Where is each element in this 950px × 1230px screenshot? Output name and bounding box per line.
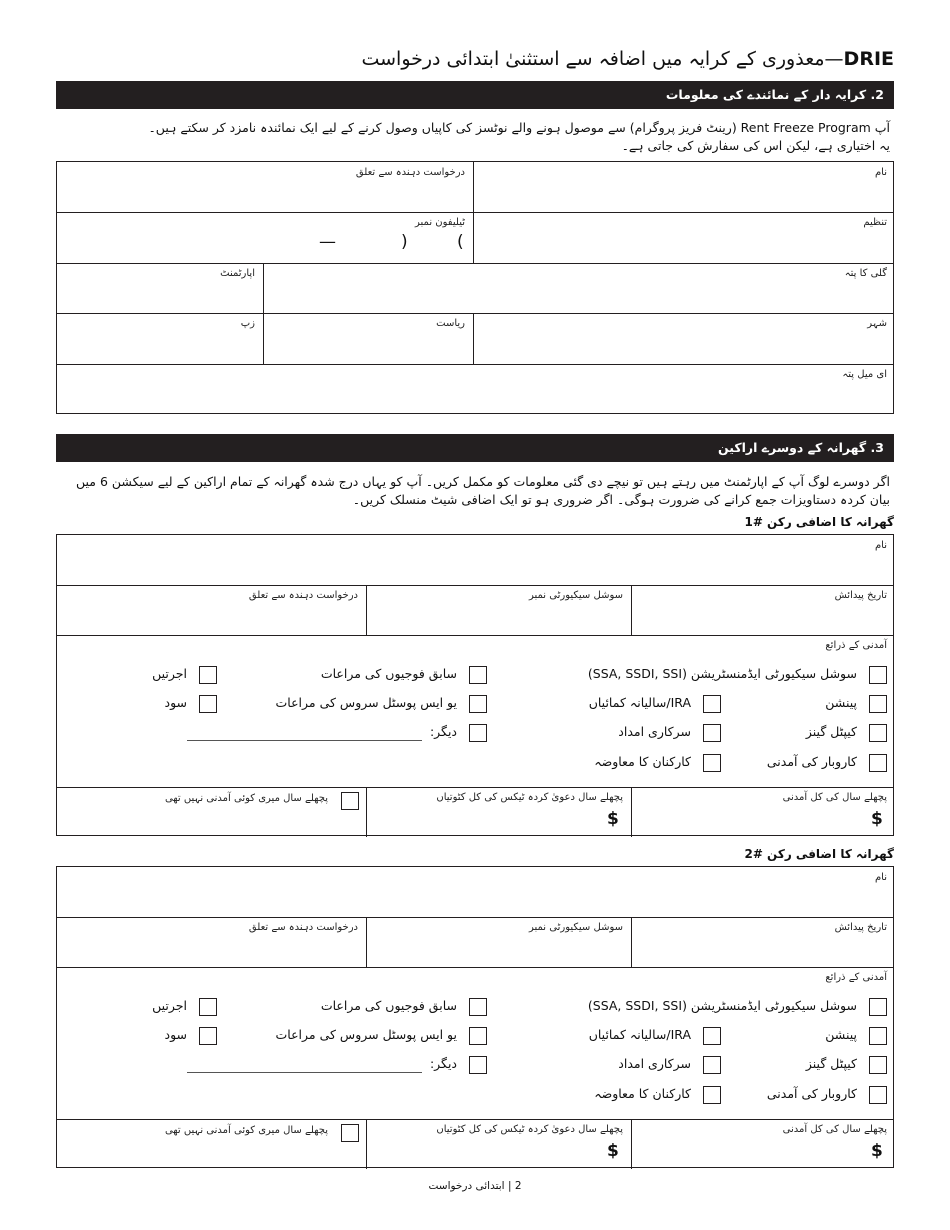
section-2-intro-line1: آپ Rent Freeze Program (رینٹ فریز پروگرام) سے موصول ہونے والے نوٹسز کی کاپیاں وصول کرنے کے لیے ایک نمائندہ نامزد کر سکتے ہیں۔ — [148, 120, 890, 135]
checkbox-public-assistance[interactable] — [703, 1056, 721, 1074]
other-income-input[interactable] — [187, 740, 422, 741]
checkbox-capital-gains[interactable] — [869, 1056, 887, 1074]
checkbox-wages[interactable] — [199, 666, 217, 684]
total-deductions-field[interactable]: پچھلے سال دعویٰ کردہ ٹیکس کی کل کٹوتیاں — [436, 1124, 623, 1135]
option-usps-label: یو ایس پوسٹل سروس کی مراعات — [275, 1027, 457, 1042]
option-other-label: دیگر: — [429, 724, 457, 739]
checkbox-no-income[interactable] — [341, 1124, 359, 1142]
divider — [57, 212, 893, 213]
checkbox-capital-gains[interactable] — [869, 724, 887, 742]
member-1-heading: گھرانہ کا اضافی رکن #1 — [744, 515, 894, 529]
option-workers-comp-label: کارکنان کا معاوضہ — [594, 754, 691, 769]
divider — [263, 263, 264, 364]
divider — [473, 162, 474, 263]
option-pension-label: پینشن — [825, 695, 857, 710]
checkbox-ira[interactable] — [703, 695, 721, 713]
checkbox-wages[interactable] — [199, 998, 217, 1016]
checkbox-no-income[interactable] — [341, 792, 359, 810]
section-3-intro-line1: اگر دوسرے لوگ آپ کے اپارٹمنٹ میں رہتے ہیں تو نیچے دی گئی معلومات کو مکمل کریں۔ آپ کو یہاں درج شدہ گھرانہ کے تمام اراکین کے لیے سیکشن 6 میں — [76, 474, 890, 489]
total-income-currency: $ — [871, 809, 883, 829]
section-2-heading: 2. کرایہ دار کے نمائندے کی معلومات — [56, 81, 894, 109]
member-relationship-field[interactable]: درخواست دہندہ سے تعلق — [248, 922, 358, 933]
phone-dash: — — [319, 232, 336, 252]
rep-phone-field[interactable]: ٹیلیفون نمبر — [415, 217, 465, 228]
option-public-assistance-label: سرکاری امداد — [618, 724, 691, 739]
member-ssn-field[interactable]: سوشل سیکیورٹی نمبر — [528, 922, 623, 933]
rep-apartment-field[interactable]: اپارٹمنٹ — [220, 268, 255, 279]
total-income-currency: $ — [871, 1141, 883, 1161]
option-ssa-label: سوشل سیکیورٹی ایڈمنسٹریشن (SSA, SSDI, SSI) — [587, 666, 857, 681]
representative-info-form — [56, 161, 894, 414]
divider — [631, 585, 632, 635]
divider — [631, 787, 632, 837]
total-deductions-currency: $ — [607, 809, 619, 829]
rep-name-field[interactable]: نام — [874, 167, 887, 178]
option-workers-comp-label: کارکنان کا معاوضہ — [594, 1086, 691, 1101]
member-dob-field[interactable]: تاریخ پیدائش — [834, 590, 887, 601]
checkbox-interest[interactable] — [199, 1027, 217, 1045]
income-sources-label: آمدنی کے ذرائع — [825, 640, 887, 651]
member-name-field[interactable]: نام — [874, 872, 887, 883]
checkbox-workers-comp[interactable] — [703, 1086, 721, 1104]
checkbox-veterans[interactable] — [469, 998, 487, 1016]
member-2-form — [56, 866, 894, 1168]
rep-organization-field[interactable]: تنظیم — [863, 217, 887, 228]
option-veterans-label: سابق فوجیوں کی مراعات — [320, 666, 457, 681]
checkbox-ssa[interactable] — [869, 998, 887, 1016]
divider — [57, 585, 893, 586]
rep-state-field[interactable]: ریاست — [436, 318, 465, 329]
divider — [366, 787, 367, 837]
option-other-label: دیگر: — [429, 1056, 457, 1071]
member-dob-field[interactable]: تاریخ پیدائش — [834, 922, 887, 933]
divider — [366, 1119, 367, 1169]
option-business-income-label: کاروبار کی آمدنی — [766, 754, 857, 769]
other-income-input[interactable] — [187, 1072, 422, 1073]
rep-email-field[interactable]: ای میل پتہ — [842, 369, 887, 380]
rep-relationship-field[interactable]: درخواست دہندہ سے تعلق — [355, 167, 465, 178]
divider — [473, 313, 474, 364]
rep-street-field[interactable]: گلی کا پتہ — [844, 268, 887, 279]
page-title: DRIE—معذوری کے کرایہ میں اضافہ سے استثنیٰ ابتدائی درخواست — [361, 48, 894, 70]
page-footer: 2 | ابتدائی درخواست — [428, 1180, 522, 1192]
checkbox-public-assistance[interactable] — [703, 724, 721, 742]
option-wages-label: اجرتیں — [152, 666, 187, 681]
checkbox-usps[interactable] — [469, 1027, 487, 1045]
checkbox-pension[interactable] — [869, 1027, 887, 1045]
total-income-field[interactable]: پچھلے سال کی کل آمدنی — [782, 792, 887, 803]
divider — [57, 635, 893, 636]
checkbox-interest[interactable] — [199, 695, 217, 713]
checkbox-workers-comp[interactable] — [703, 754, 721, 772]
total-deductions-field[interactable]: پچھلے سال دعویٰ کردہ ٹیکس کی کل کٹوتیاں — [436, 792, 623, 803]
checkbox-business-income[interactable] — [869, 754, 887, 772]
member-relationship-field[interactable]: درخواست دہندہ سے تعلق — [248, 590, 358, 601]
divider — [631, 1119, 632, 1169]
rep-city-field[interactable]: شہر — [867, 318, 887, 329]
option-capital-gains-label: کیپٹل گینز — [805, 1056, 857, 1071]
checkbox-veterans[interactable] — [469, 666, 487, 684]
option-capital-gains-label: کیپٹل گینز — [805, 724, 857, 739]
income-sources-label: آمدنی کے ذرائع — [825, 972, 887, 983]
option-ssa-label: سوشل سیکیورٹی ایڈمنسٹریشن (SSA, SSDI, SSI) — [587, 998, 857, 1013]
section-3-heading: 3. گھرانہ کے دوسرے اراکین — [56, 434, 894, 462]
no-income-label: پچھلے سال میری کوئی آمدنی نہیں تھی — [164, 1125, 328, 1136]
phone-paren-open: ( — [457, 232, 464, 252]
total-income-field[interactable]: پچھلے سال کی کل آمدنی — [782, 1124, 887, 1135]
divider — [366, 917, 367, 967]
divider — [57, 313, 893, 314]
divider — [57, 787, 893, 788]
member-ssn-field[interactable]: سوشل سیکیورٹی نمبر — [528, 590, 623, 601]
divider — [366, 585, 367, 635]
option-usps-label: یو ایس پوسٹل سروس کی مراعات — [275, 695, 457, 710]
option-ira-label: IRA/سالیانہ کمائیاں — [588, 1027, 691, 1042]
option-interest-label: سود — [164, 1027, 187, 1042]
checkbox-ira[interactable] — [703, 1027, 721, 1045]
option-ira-label: IRA/سالیانہ کمائیاں — [588, 695, 691, 710]
member-2-heading: گھرانہ کا اضافی رکن #2 — [744, 847, 894, 861]
divider — [57, 1119, 893, 1120]
option-interest-label: سود — [164, 695, 187, 710]
checkbox-ssa[interactable] — [869, 666, 887, 684]
section-3-intro-line2: بیان کردہ دستاویزات جمع کرانے کی ضرورت ہوگی۔ اگر ضروری ہو تو ایک اضافی شیٹ منسلک کریں۔ — [352, 492, 890, 507]
checkbox-other[interactable] — [469, 724, 487, 742]
divider — [57, 967, 893, 968]
option-public-assistance-label: سرکاری امداد — [618, 1056, 691, 1071]
total-deductions-currency: $ — [607, 1141, 619, 1161]
divider — [57, 263, 893, 264]
option-wages-label: اجرتیں — [152, 998, 187, 1013]
option-business-income-label: کاروبار کی آمدنی — [766, 1086, 857, 1101]
checkbox-pension[interactable] — [869, 695, 887, 713]
member-1-form — [56, 534, 894, 836]
divider — [631, 917, 632, 967]
checkbox-usps[interactable] — [469, 695, 487, 713]
divider — [57, 917, 893, 918]
section-2-intro-line2: یہ اختیاری ہے، لیکن اس کی سفارش کی جاتی ہے۔ — [621, 138, 890, 153]
phone-paren-close: ) — [401, 232, 408, 252]
no-income-label: پچھلے سال میری کوئی آمدنی نہیں تھی — [164, 793, 328, 804]
checkbox-other[interactable] — [469, 1056, 487, 1074]
member-name-field[interactable]: نام — [874, 540, 887, 551]
divider — [57, 364, 893, 365]
option-pension-label: پینشن — [825, 1027, 857, 1042]
option-veterans-label: سابق فوجیوں کی مراعات — [320, 998, 457, 1013]
checkbox-business-income[interactable] — [869, 1086, 887, 1104]
rep-zip-field[interactable]: زپ — [240, 318, 255, 329]
